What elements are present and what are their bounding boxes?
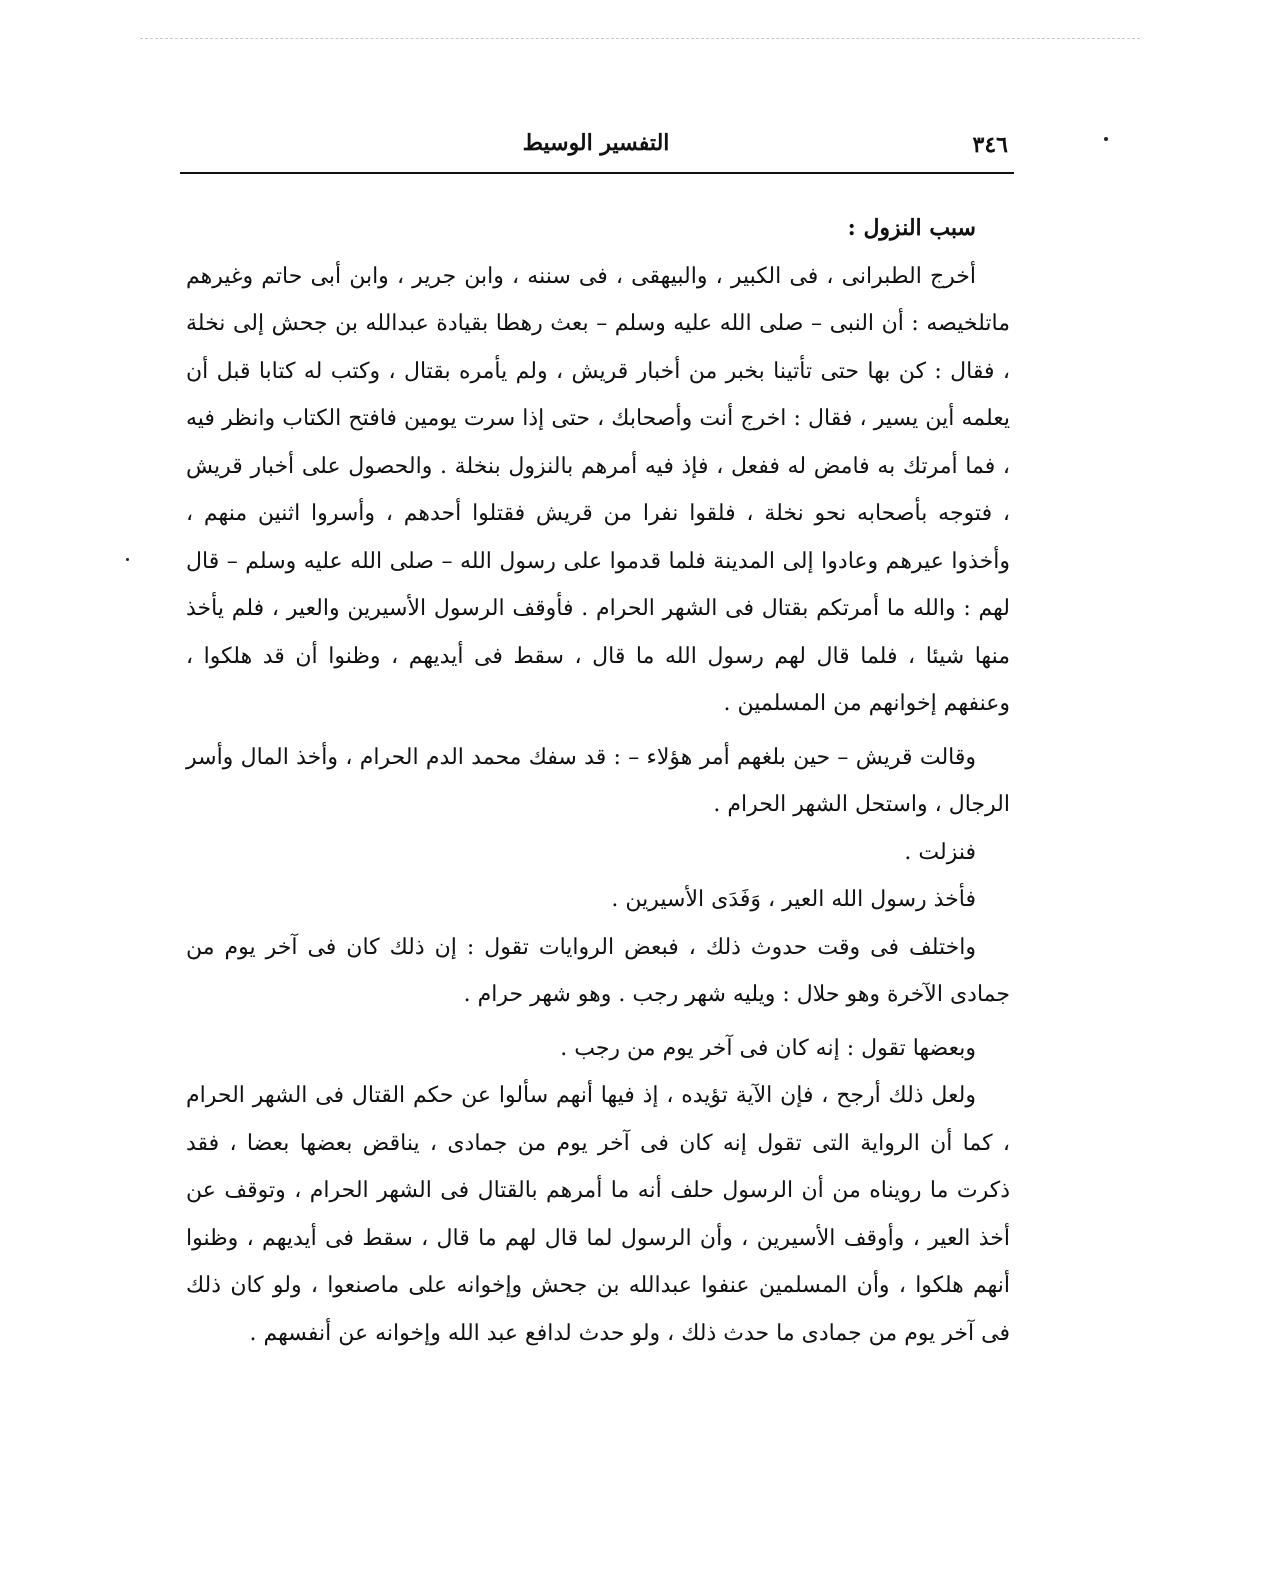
paragraph-narration: أخرج الطبرانى ، فى الكبير ، والبيهقى ، فى سننه ، وابن جرير ، وابن أبى حاتم وغيرهم ماتلخيصه : أن النبى – صلى الله عليه وسلم – بعث رهطا بقيادة عبدالله بن جحش إلى نخلة ، فقال : كن بها حتى تأتينا بخبر من أخبار قريش ، ولم يأمره بقتال ، وكتب له كتابا قبل أن يعلمه أين يسير ، فقال : اخرج أنت وأصحابك ، حتى إذا سرت يومين فافتح الكتاب وانظر فيه ، فما أمرتك به فامض له ففعل ، فإذ فيه أمرهم بالنزول بنخلة . والحصول على أخبار قريش ، فتوجه بأصحابه نحو نخلة ، فلقوا نفرا من قريش فقتلوا أحدهم ، وأسروا اثنين منهم ، وأخذوا عيرهم وعادوا إلى المدينة فلما قدموا على رسول الله – صلى الله عليه وسلم – قال لهم : والله ما أمرتكم بقتال فى الشهر الحرام . فأوقف الرسول الأسيرين والعير ، فلم يأخذ منها شيئا ، فلما قال لهم رسول الله ما قال ، سقط فى أيديهم ، وظنوا أن قد هلكوا ، وعنفهم إخوانهم من المسلمين . <box>186 263 1010 716</box>
paragraph-ransom: فأخذ رسول الله العير ، وَفَدَى الأسيرين . <box>611 887 976 912</box>
page-header <box>180 128 1012 172</box>
scan-speck <box>126 558 129 561</box>
page-body <box>186 205 1010 1357</box>
paragraph-alternative-dating: وبعضها تقول : إنه كان فى آخر يوم من رجب . <box>560 1035 976 1061</box>
paragraph-revelation: فنزلت . <box>904 839 976 865</box>
section-heading: سبب النزول : <box>847 215 976 241</box>
running-title: التفسير الوسيط <box>522 130 670 156</box>
header-rule <box>180 172 1014 174</box>
scan-edge-line <box>140 38 1140 39</box>
paragraph-conclusion: ولعل ذلك أرجح ، فإن الآية تؤيده ، إذ فيها أنهم سألوا عن حكم القتال فى الشهر الحرام ، كما أن الرواية التى تقول إنه كان فى آخر يوم من جمادى ، يناقض بعضها بعضا ، فقد ذكرت ما رويناه من أن الرسول حلف أنه ما أمرهم بالقتال فى الشهر الحرام ، وتوقف عن أخذ العير ، وأوقف الأسيرين ، وأن الرسول لما قال لهم ما قال ، سقط فى أيديهم ، وظنوا أنهم هلكوا ، وأن المسلمين عنفوا عبدالله بن جحش وإخوانه على ماصنعوا ، ولو كان ذلك فى آخر يوم من جمادى ما حدث ذلك ، ولو حدث لدافع عبد الله وإخوانه عن أنفسهم . <box>186 1083 1010 1346</box>
page-number: ٣٤٦ <box>972 132 1008 158</box>
paragraph-dating-dispute: واختلف فى وقت حدوث ذلك ، فبعض الروايات تقول : إن ذلك كان فى آخر يوم من جمادى الآخرة وهو حلال : ويليه شهر رجب . وهو شهر حرام . <box>186 934 1010 1007</box>
paragraph-quraysh-response: وقالت قريش – حين بلغهم أمر هؤلاء – : قد سفك محمد الدم الحرام ، وأخذ المال وأسر الرجال ، واستحل الشهر الحرام . <box>186 744 1010 817</box>
scan-speck <box>1104 137 1108 141</box>
